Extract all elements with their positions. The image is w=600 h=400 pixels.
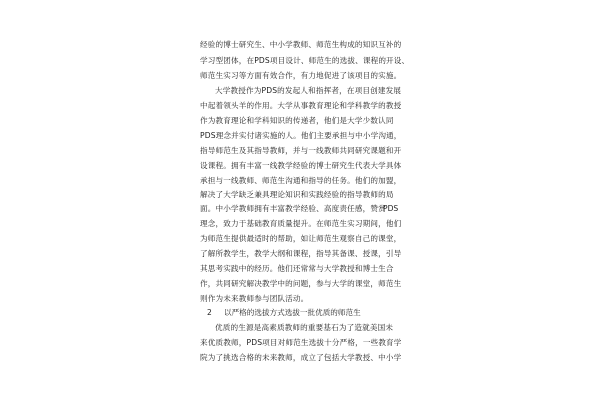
section-number: 2 [207, 308, 212, 317]
section-heading: 以严格的选拔方式选拔一批优质的师范生 [224, 308, 361, 317]
paragraph-line: 承担与一线教师、师范生沟通和指导的任务。他们的加盟， [200, 176, 402, 185]
paragraph-line: 经验的博士研究生、中小学教师、师范生构成的知识互补的 [200, 40, 402, 49]
paragraph-line: 来优质教师，PDS项目对师范生选拔十分严格，一些教育学 [200, 338, 402, 347]
paragraph-line: 优质的生源是高素质教师的重要基石为了造就美国未 [215, 323, 394, 332]
paragraph-line: 解决了大学缺乏兼具理论知识和实践经验的指导教师的局 [200, 190, 394, 199]
paragraph-line: 了解所教学生，教学大纲和课程，指导其备课、授课，引导 [200, 249, 402, 258]
floating-pds-label: PDS [383, 204, 399, 213]
paragraph-line: 中起着领头羊的作用。大学从事教育理论和学科教学的教授 [200, 101, 402, 110]
paragraph-line: 理念，致力于基础教育质量提升。在师范生实习期间，他们 [200, 219, 402, 228]
paragraph-line: 学习型团体，在PDS项目设计、师范生的选拔、课程的开设、 [200, 56, 410, 65]
paragraph-line: 其思考实践中的经历。他们还常常与大学教授和博士生合 [200, 264, 394, 273]
paragraph-line: 大学教授作为PDS的发起人和指挥者，在项目创建发展 [215, 86, 402, 95]
paragraph-line: 作，共同研究解决教学中的问题，参与大学的课堂，师范生 [200, 279, 402, 288]
paragraph-line: PDS理念并实付诸实施的人。他们主要承担与中小学沟通， [200, 131, 402, 140]
paragraph-line: 指导师范生及其指导教师，并与一线教师共同研究课题和开 [200, 146, 402, 155]
paragraph-line: 院为了挑选合格的未来教师，成立了包括大学教授、中小学 [200, 353, 402, 362]
paragraph-line: 师范生实习等方面有效合作，有力地促进了该项目的实施。 [200, 71, 402, 80]
paragraph-line: 设课程。拥有丰富一线教学经验的博士研究生代表大学具体 [200, 161, 402, 170]
paragraph-line: 则作为未来教师参与团队活动。 [200, 294, 309, 303]
paragraph-line: 面。中小学教师拥有丰富教学经验、高度责任感，赞赏 [200, 204, 386, 213]
paragraph-line: 为师范生提供最适时的帮助，如让师范生观察自己的课堂， [200, 234, 402, 243]
paragraph-line: 作为教育理论和学科知识的传递者，他们是大学少数认同 [200, 116, 394, 125]
